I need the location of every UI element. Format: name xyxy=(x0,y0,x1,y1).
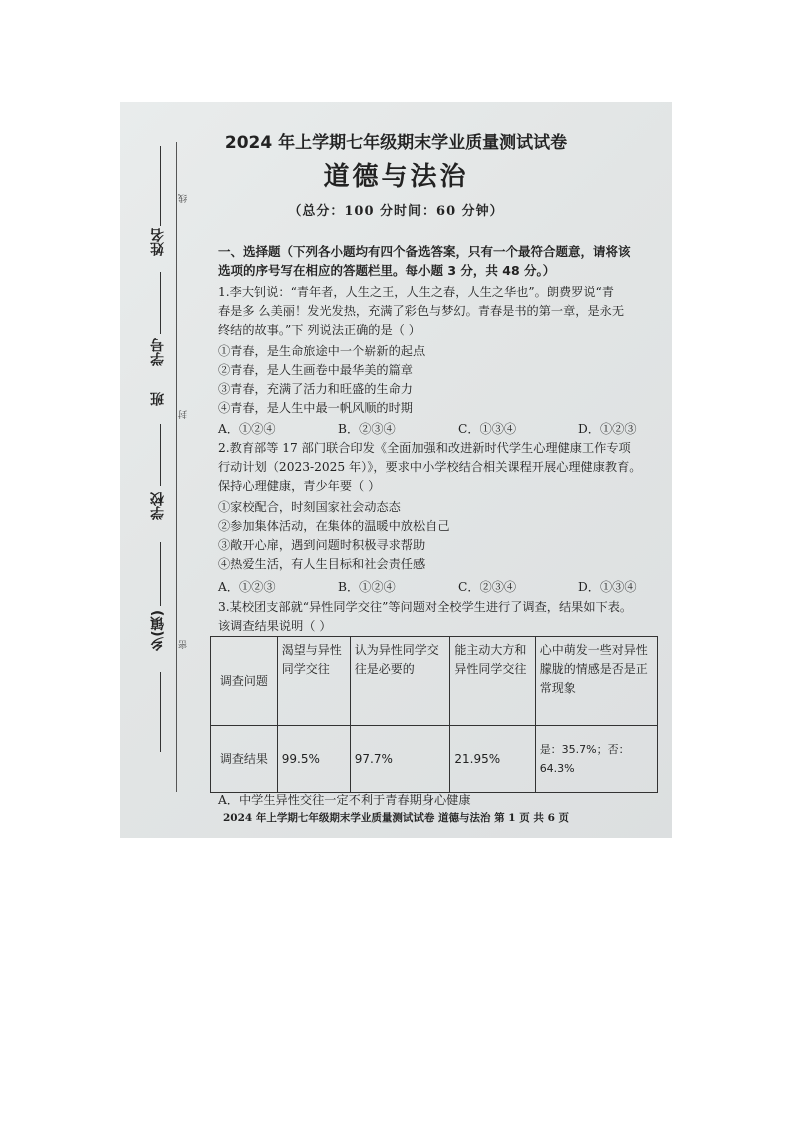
q3-option-a: A．中学生异性交往一定不利于青春期身心健康 xyxy=(218,793,471,807)
id-blank xyxy=(160,272,161,334)
q2-line3: 保持心理健康，青少年要（ ） xyxy=(218,479,381,493)
q1-line1: 1.李大钊说：“青年者，人生之王，人生之春，人生之华也”。朗费罗说“青 xyxy=(218,285,614,299)
q1-item: ②青春，是人生画卷中最华美的篇章 xyxy=(218,363,413,377)
town-label: 乡(镇) xyxy=(150,610,166,651)
q1-option-b: B．②③④ xyxy=(338,422,396,436)
q1-item: ③青春，充满了活力和旺盛的生命力 xyxy=(218,382,413,396)
class-label: 班 xyxy=(150,392,166,406)
table-cell: 能主动大方和异性同学交往 xyxy=(450,637,535,726)
mark-line: 线 xyxy=(179,194,189,203)
bottom-blank xyxy=(160,672,161,752)
q2-item: ②参加集体活动，在集体的温暖中放松自己 xyxy=(218,519,450,533)
section-header-line1: 一、选择题（下列各小题均有四个备选答案，只有一个最符合题意，请将该 xyxy=(218,244,631,259)
mark-dense: 密 xyxy=(179,640,189,649)
section-header-line2: 选项的序号写在相应的答题栏里。每小题 3 分，共 48 分。） xyxy=(218,263,556,278)
q1-item: ④青春，是人生中最一帆风顺的时期 xyxy=(218,401,413,415)
table-cell: 99.5% xyxy=(277,726,350,793)
table-cell: 心中萌发一些对异性朦胧的情感是否是正常现象 xyxy=(535,637,657,726)
q1-item: ①青春，是生命旅途中一个崭新的起点 xyxy=(218,344,426,358)
q2-item: ④热爱生活，有人生目标和社会责任感 xyxy=(218,557,426,571)
table-cell: 认为异性同学交往是必要的 xyxy=(350,637,450,726)
row-header-question: 调查问题 xyxy=(211,637,278,726)
q3-line1: 3.某校团支部就“异性同学交往”等问题对全校学生进行了调查，结果如下表。 xyxy=(218,600,633,614)
q2-option-b: B．①②④ xyxy=(338,580,396,594)
survey-table xyxy=(210,636,658,793)
school-blank xyxy=(160,424,161,486)
school-label: 学校 xyxy=(150,492,166,520)
name-label: 姓名 xyxy=(150,228,166,256)
q2-option-a: A．①②③ xyxy=(218,580,276,594)
q2-line1: 2.教育部等 17 部门联合印发《全面加强和改进新时代学生心理健康工作专项 xyxy=(218,441,631,455)
table-cell: 97.7% xyxy=(350,726,450,793)
exam-subject: 道德与法治 xyxy=(323,162,469,192)
row-header-result: 调查结果 xyxy=(211,726,278,793)
q1-line3: 终结的故事。”下 列说法正确的是（ ） xyxy=(218,323,421,337)
mark-seal: 封 xyxy=(179,410,189,419)
q2-item: ①家校配合，时刻国家社会动态态 xyxy=(218,500,401,514)
q2-item: ③敞开心扉，遇到问题时积极寻求帮助 xyxy=(218,538,426,552)
exam-paper-photo xyxy=(120,102,672,838)
table-row xyxy=(211,726,658,793)
table-cell: 渴望与异性同学交往 xyxy=(277,637,350,726)
town-blank xyxy=(160,542,161,606)
q2-option-c: C．②③④ xyxy=(458,580,517,594)
table-cell: 是：35.7%；否：64.3% xyxy=(535,726,657,793)
q3-line2: 该调查结果说明（ ） xyxy=(218,619,332,633)
id-label: 学号 xyxy=(150,338,166,366)
score-info: （总分：100 分时间：60 分钟） xyxy=(288,204,504,219)
q2-option-d: D．①③④ xyxy=(578,580,637,594)
q2-line2: 行动计划（2023-2025 年）》，要求中小学校结合相关课程开展心理健康教育。 xyxy=(218,460,642,474)
q1-line2: 春是多 么美丽！发光发热，充满了彩色与梦幻。青春是书的第一章，是永无 xyxy=(218,304,625,318)
table-cell: 21.95% xyxy=(450,726,535,793)
binding-line xyxy=(176,142,177,792)
page-footer: 2024 年上学期七年级期末学业质量测试试卷 道德与法治 第 1 页 共 6 页 xyxy=(222,812,570,824)
exam-title: 2024 年上学期七年级期末学业质量测试试卷 xyxy=(224,133,568,153)
q1-option-c: C．①③④ xyxy=(458,422,517,436)
q1-option-d: D．①②③ xyxy=(578,422,637,436)
q1-option-a: A．①②④ xyxy=(218,422,276,436)
table-row xyxy=(211,637,658,726)
